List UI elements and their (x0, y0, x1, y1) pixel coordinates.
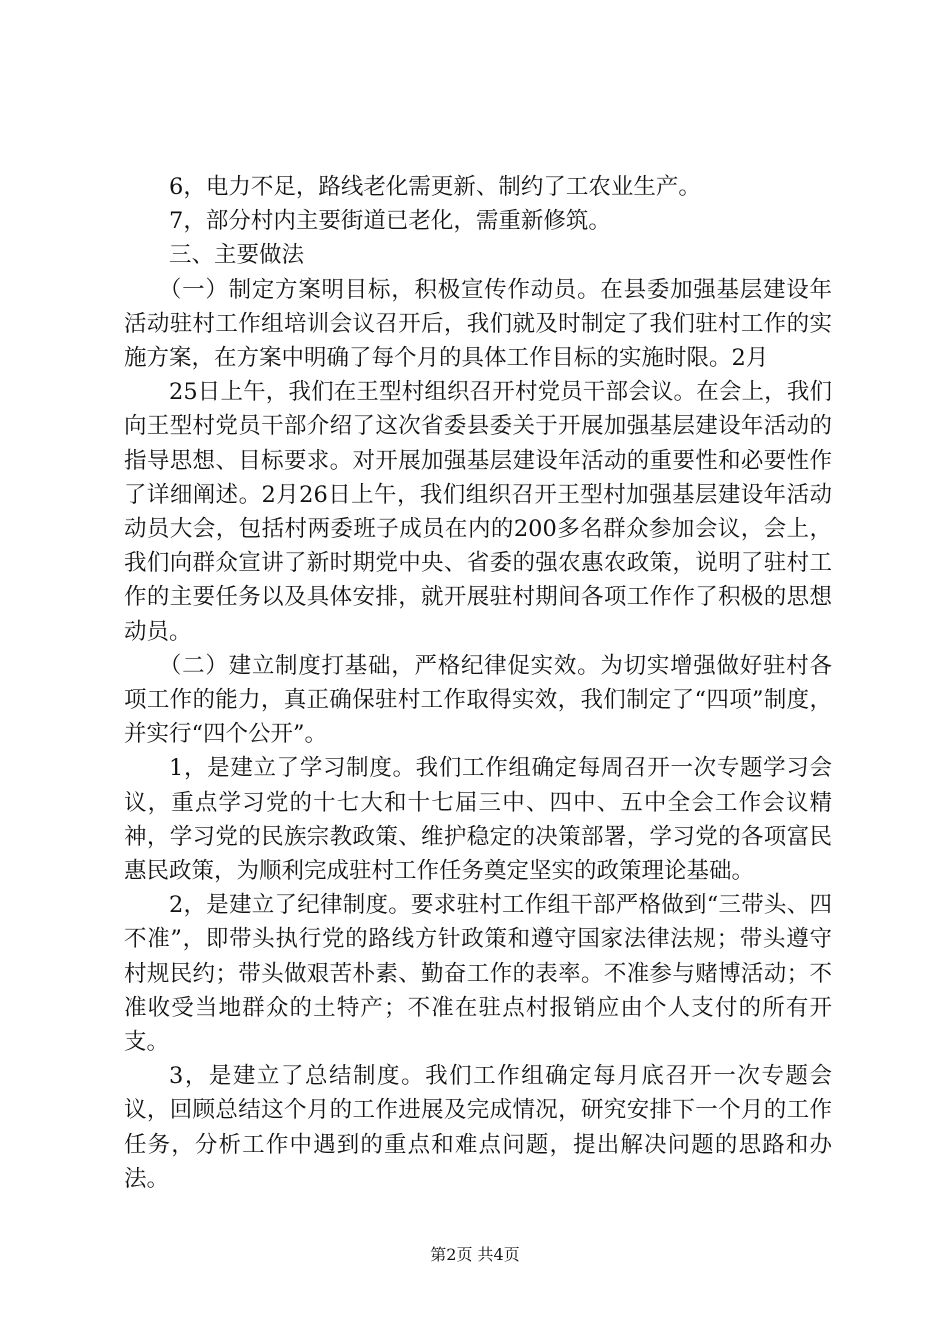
paragraph-summary-system: 3，是建立了总结制度。我们工作组确定每月底召开一次专题会议，回顾总结这个月的工作进展及完成情况，研究安排下一个月的工作任务，分析工作中遇到的重点和难点问题，提出解决问题的思路和办法。 (124, 1063, 832, 1192)
section-heading: 三、主要做法 (169, 242, 305, 269)
paragraph-part-2-intro: （二）建立制度打基础，严格纪律促实效。为切实增强做好驻村各项工作的能力，真正确保驻村工作取得实效，我们制定了“四项”制度，并实行“四个公开”。 (124, 652, 832, 748)
paragraph-part-1-detail: 25日上午，我们在王型村组织召开村党员干部会议。在会上，我们向王型村党员干部介绍了这次省委县委关于开展加强基层建设年活动的指导思想、目标要求。对开展加强基层建设年活动的重要性和必要性作了详细阐述。2月26日上午，我们组织召开王型村加强基层建设年活动动员大会，包括村两委班子成员在内的200多名群众参加会议，会上，我们向群众宣讲了新时期党中央、省委的强农惠农政策，说明了驻村工作的主要任务以及具体安排，就开展驻村期间各项工作作了积极的思想动员。 (124, 379, 832, 645)
document-body (124, 170, 832, 1196)
paragraph-part-1-intro: （一）制定方案明目标，积极宣传作动员。在县委加强基层建设年活动驻村工作组培训会议召开后，我们就及时制定了我们驻村工作的实施方案，在方案中明确了每个月的具体工作目标的实施时限。2月 (124, 276, 832, 372)
paragraph-item-7: 7，部分村内主要街道已老化，需重新修筑。 (169, 208, 611, 235)
page-number-footer: 第2页 共4页 (430, 1245, 520, 1264)
paragraph-item-6: 6，电力不足，路线老化需更新、制约了工农业生产。 (169, 174, 701, 200)
paragraph-discipline-system: 2，是建立了纪律制度。要求驻村工作组干部严格做到“三带头、四不准”，即带头执行党的路线方针政策和遵守国家法律法规；带头遵守村规民约；带头做艰苦朴素、勤奋工作的表率。不准参与赌博活动；不准收受当地群众的土特产；不准在驻点村报销应由个人支付的所有开支。 (124, 892, 832, 1056)
paragraph-study-system: 1，是建立了学习制度。我们工作组确定每周召开一次专题学习会议，重点学习党的十七大和十七届三中、四中、五中全会工作会议精神，学习党的民族宗教政策、维护稳定的决策部署，学习党的各项富民惠民政策，为顺利完成驻村工作任务奠定坚实的政策理论基础。 (124, 755, 832, 885)
